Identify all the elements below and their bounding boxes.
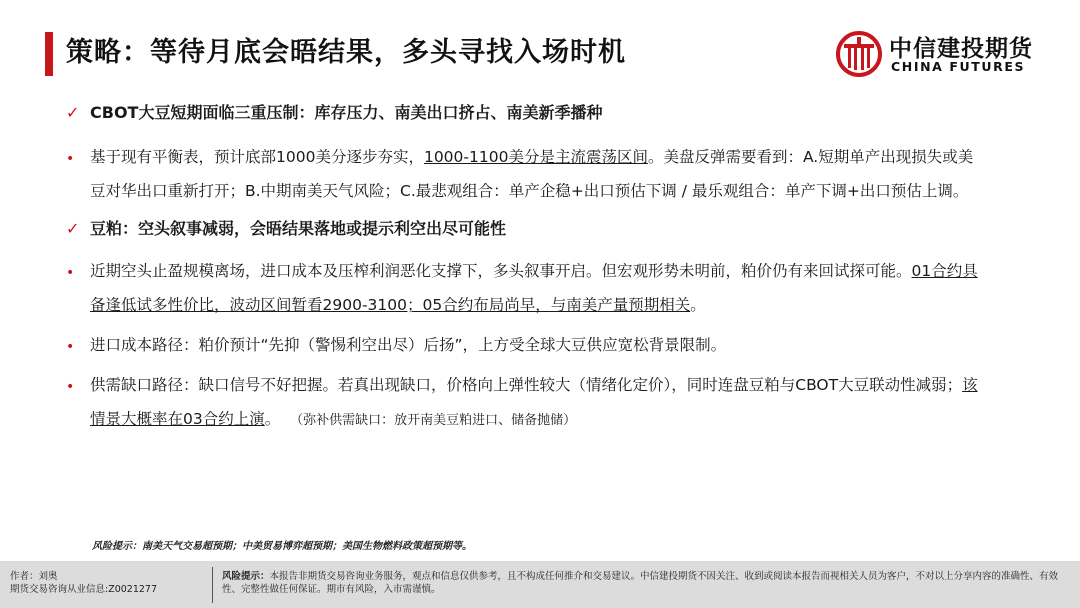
section-heading-text: CBOT大豆短期面临三重压制：库存压力、南美出口挤占、南美新季播种 [90,103,603,122]
paragraph-text: 。 [690,296,706,314]
disclaimer [222,570,1062,596]
paragraph-text: 进口成本路径：粕价预计“先抑（警惕利空出尽）后扬”，上方受全球大豆供应宽松背景限制。 [90,336,727,354]
company-logo [835,30,1045,80]
bullet-paragraph [60,328,980,362]
title-accent-bar [45,32,53,76]
bullet-dot-icon: • [66,265,75,281]
underlined-text: 1000-1100美分是主流震荡区间 [423,148,648,166]
citic-logo-icon [835,30,883,78]
logo-chinese-name: 中信建投期货 [889,36,1033,62]
section-heading-soymeal [60,216,980,242]
paragraph-text: 供需缺口路径：缺口信号不好把握。若真出现缺口，价格向上弹性较大（情绪化定价），同时连盘豆粕与CBOT大豆联动性减弱； [90,376,963,394]
author-name: 作者：刘奥 [10,571,58,582]
disclaimer-text: 本报告非期货交易咨询业务服务，观点和信息仅供参考，且不构成任何推介和交易建议。中信建投期货不因关注、收到或阅读本报告而视相关人员为客户，不对以上分享内容的准确性、有效性、完整性做任何保证。期市有风险，入市需谨慎。 [222,571,1059,595]
paragraph-text: 近期空头止盈规模离场，进口成本及压榨利润恶化支撑下，多头叙事开启。但宏观形势未明前，粕价仍有来回试探可能。 [90,262,912,280]
underlined-text: 该情景大概率在03合约上演 [90,376,978,428]
footer-divider [212,567,213,603]
bullet-dot-icon: • [66,339,75,355]
author-info [10,570,157,596]
bullet-dot-icon: • [66,151,75,167]
main-content [60,100,980,438]
paragraph-text: 。 [264,410,281,428]
disclaimer-label: 风险提示： [222,571,270,582]
bullet-dot-icon: • [66,379,75,395]
bullet-paragraph [60,254,980,322]
section-heading-cbot [60,100,980,126]
bullet-paragraph [60,368,980,438]
risk-warning: 风险提示：南美天气交易超预期；中美贸易博弈超预期；美国生物燃料政策超预期等。 [92,541,472,552]
page-title: 策略：等待月底会晤结果，多头寻找入场时机 [66,37,626,68]
parenthetical-note: （弥补供需缺口：放开南美豆粕进口、储备抛储） [290,413,577,428]
footer [0,561,1080,608]
checkmark-icon: ✓ [66,103,80,122]
paragraph-text: 。美盘反弹需要看到：A.短期单产出现损失或美豆对华出口重新打开；B.中期南美天气风险；C.最悲观组合：单产企稳+出口预估下调 / 最乐观组合：单产下调+出口预估上调。 [90,148,974,200]
section-heading-text: 豆粕：空头叙事减弱，会晤结果落地或提示利空出尽可能性 [90,219,507,238]
paragraph-text: 基于现有平衡表，预计底部1000美分逐步夯实， [90,148,424,166]
bullet-paragraph [60,140,980,208]
checkmark-icon: ✓ [66,219,80,238]
license-number: 期货交易咨询从业信息:Z0021277 [10,584,158,595]
underlined-text: 01合约具备逢低试多性价比，波动区间暂看2900-3100；05合约布局尚早，与南美产量预期相关 [90,262,978,314]
logo-english-name: CHINA FUTURES [891,59,1026,74]
